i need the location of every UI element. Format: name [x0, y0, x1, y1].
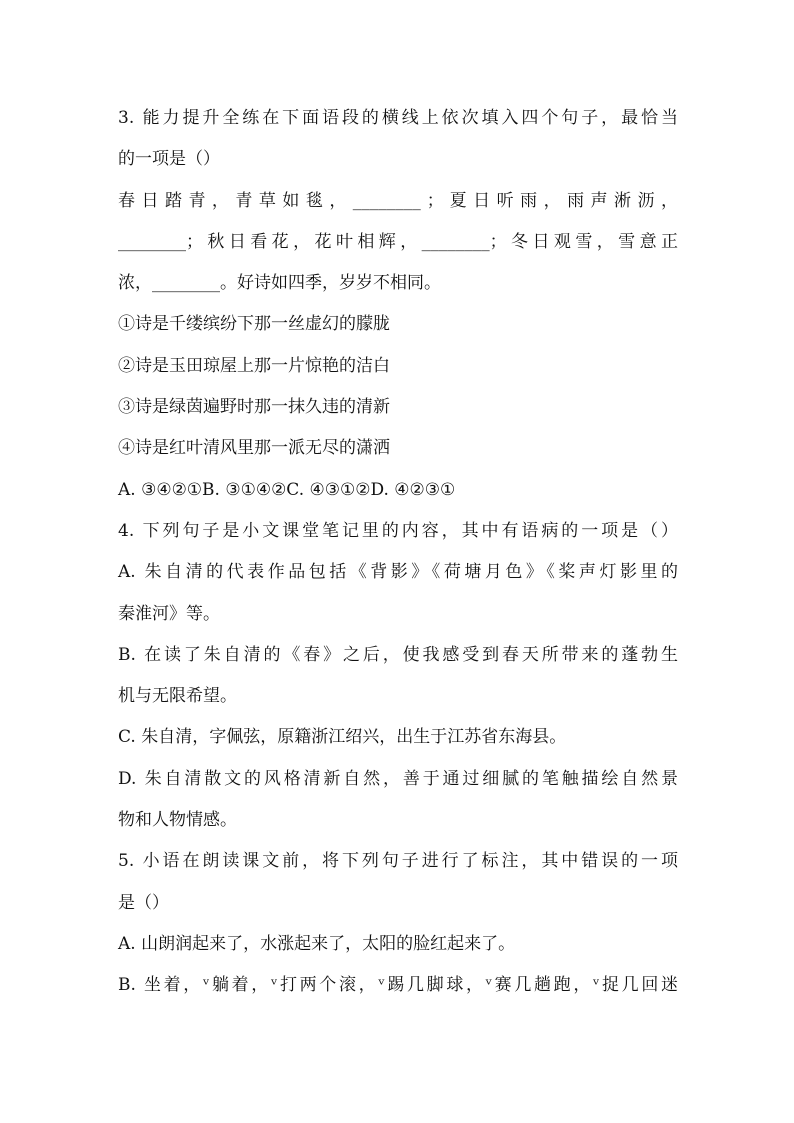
q5-stem-line-2: 是（） [118, 892, 169, 913]
q4-option-c: C. 朱自清，字佩弦，原籍浙江绍兴，出生于江苏省东海县。 [118, 727, 567, 748]
q3-stem-line-2: 的一项是（） [118, 149, 220, 170]
q3-sentence-1: ①诗是千缕缤纷下那一丝虚幻的朦胧 [118, 314, 390, 335]
q4-option-b-line-1: B. 在读了朱自清的《春》之后，使我感受到春天所带来的蓬勃生 [118, 644, 678, 665]
q5-option-a: A. 山朗润起来了，水涨起来了，太阳的脸红起来了。 [118, 933, 516, 954]
q3-passage-line-1: 春 日 踏 青 ， 青 草 如 毯 ， ________ ； 夏 日 听 雨 ， 雨 声 淅 沥 ， [118, 190, 678, 211]
q4-option-a-line-1: A. 朱自清的代表作品包括《背影》《荷塘月色》《桨声灯影里的 [118, 562, 678, 583]
q3-sentence-2: ②诗是玉田琼屋上那一片惊艳的洁白 [118, 355, 390, 376]
q4-option-a-line-2: 秦淮河》等。 [118, 603, 220, 624]
q4-option-b-line-2: 机与无限希望。 [118, 686, 237, 707]
q3-sentence-4: ④诗是红叶清风里那一派无尽的潇洒 [118, 438, 390, 459]
q3-options: A. ③④②①B. ③①④②C. ④③①②D. ④②③① [118, 479, 456, 500]
q5-option-b-line-1: B. 坐着，ᵛ躺着，ᵛ打两个滚，ᵛ踢几脚球，ᵛ赛几趟跑，ᵛ捉几回迷 [118, 975, 678, 996]
q3-passage-line-3: 浓，________。好诗如四季，岁岁不相同。 [118, 273, 441, 294]
q3-sentence-3: ③诗是绿茵遍野时那一抹久违的清新 [118, 397, 390, 418]
q3-passage-line-2: ________；秋日看花，花叶相辉，________；冬日观雪，雪意正 [118, 231, 678, 252]
q4-option-d-line-2: 物和人物情感。 [118, 810, 237, 831]
q4-stem: 4. 下列句子是小文课堂笔记里的内容，其中有语病的一项是（） [118, 520, 678, 541]
document-page [118, 98, 678, 1007]
q5-stem-line-1: 5. 小语在朗读课文前，将下列句子进行了标注，其中错误的一项 [118, 851, 678, 872]
q3-stem-line-1: 3. 能力提升全练在下面语段的横线上依次填入四个句子，最恰当 [118, 108, 678, 128]
q4-option-d-line-1: D. 朱自清散文的风格清新自然，善于通过细腻的笔触描绘自然景 [118, 768, 678, 789]
